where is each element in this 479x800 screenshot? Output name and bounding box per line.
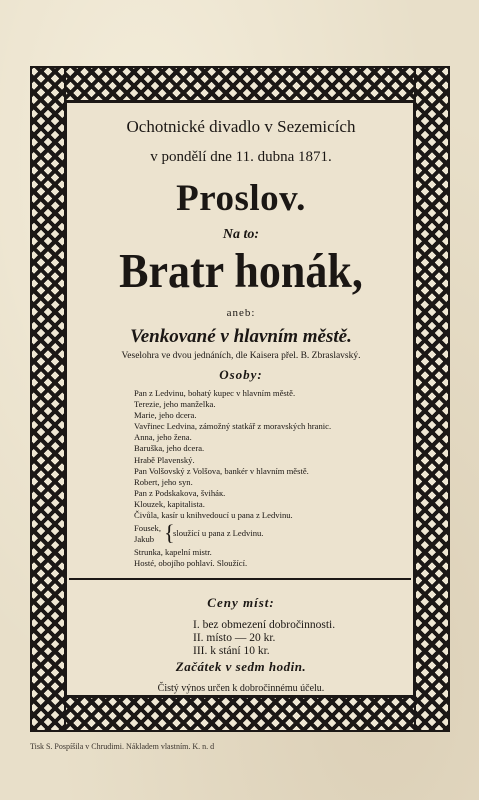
start-time: Začátek v sedm hodin. <box>175 659 307 674</box>
na-to-label: Na to: <box>222 227 260 242</box>
prices-heading: Ceny míst: <box>207 595 275 610</box>
cast-role: Terezie, jeho manželka. <box>134 399 216 410</box>
cast-role: Robert, jeho syn. <box>134 476 193 487</box>
servants-description: sloužící u pana z Ledvinu. <box>173 528 264 539</box>
cast-role: Klouzek, kapitalista. <box>134 498 205 509</box>
cast-role: Čivůla, kasír u knihvedoucí u pana z Ledvinu. <box>134 510 293 521</box>
ornamental-border <box>30 66 450 732</box>
cast-role: Marie, jeho dcera. <box>134 410 197 421</box>
cast-heading: Osoby: <box>219 367 263 382</box>
proslov-heading: Proslov. <box>176 178 306 219</box>
servant-name: Jakub <box>134 534 155 545</box>
price-item: II. místo — 20 kr. <box>193 632 276 644</box>
price-item: I. bez obmezení dobročinnosti. <box>193 619 336 631</box>
performance-date: v pondělí dne 11. dubna 1871. <box>150 149 332 165</box>
servant-name: Fousek, <box>134 523 161 534</box>
aneb-label: aneb: <box>226 307 256 319</box>
play-subtitle: Venkované v hlavním městě. <box>130 326 352 347</box>
theatre-name: Ochotnické divadlo v Sezemicích <box>126 117 356 136</box>
play-title: Bratr honák, <box>119 244 363 298</box>
brace-glyph: { <box>164 520 175 546</box>
border-left <box>30 66 66 732</box>
cast-role: Pan z Podskakova, šviháк. <box>134 487 226 498</box>
servants-group <box>134 521 394 547</box>
cast-role: Vavřinec Ledvina, zámožný statkář z moravských hranic. <box>134 421 332 432</box>
poster-content <box>66 102 414 696</box>
border-right <box>414 66 450 732</box>
proceeds-note: Čistý výnos určen k dobročinnému účelu. <box>157 683 325 694</box>
cast-role: Baruška, jeho dcera. <box>134 443 205 454</box>
cast-role: Strunka, kapelní mistr. <box>134 547 212 558</box>
price-list <box>193 619 335 658</box>
border-bottom <box>30 696 450 732</box>
price-item: III. k stání 10 kr. <box>193 645 270 657</box>
cast-role: Pan Volšovský z Volšova, bankér v hlavním městě. <box>134 465 309 476</box>
cast-role: Hosté, obojího pohlaví. Sloužící. <box>134 558 248 569</box>
printer-imprint: Tisk S. Pospíšila v Chrudimi. Nákladem vlastním. K. n. d <box>30 742 215 751</box>
border-top <box>30 66 450 102</box>
cast-role: Anna, jeho žena. <box>134 432 192 443</box>
cast-list <box>134 388 394 569</box>
cast-role: Pan z Ledvinu, bohatý kupec v hlavním městě. <box>134 388 296 398</box>
play-description: Veselohra ve dvou jednáních, dle Kaisera přel. B. Zbraslavský. <box>121 351 361 361</box>
servants-names <box>134 523 161 545</box>
cast-role: Hrabě Plavenský. <box>134 454 195 465</box>
section-divider <box>69 578 411 580</box>
